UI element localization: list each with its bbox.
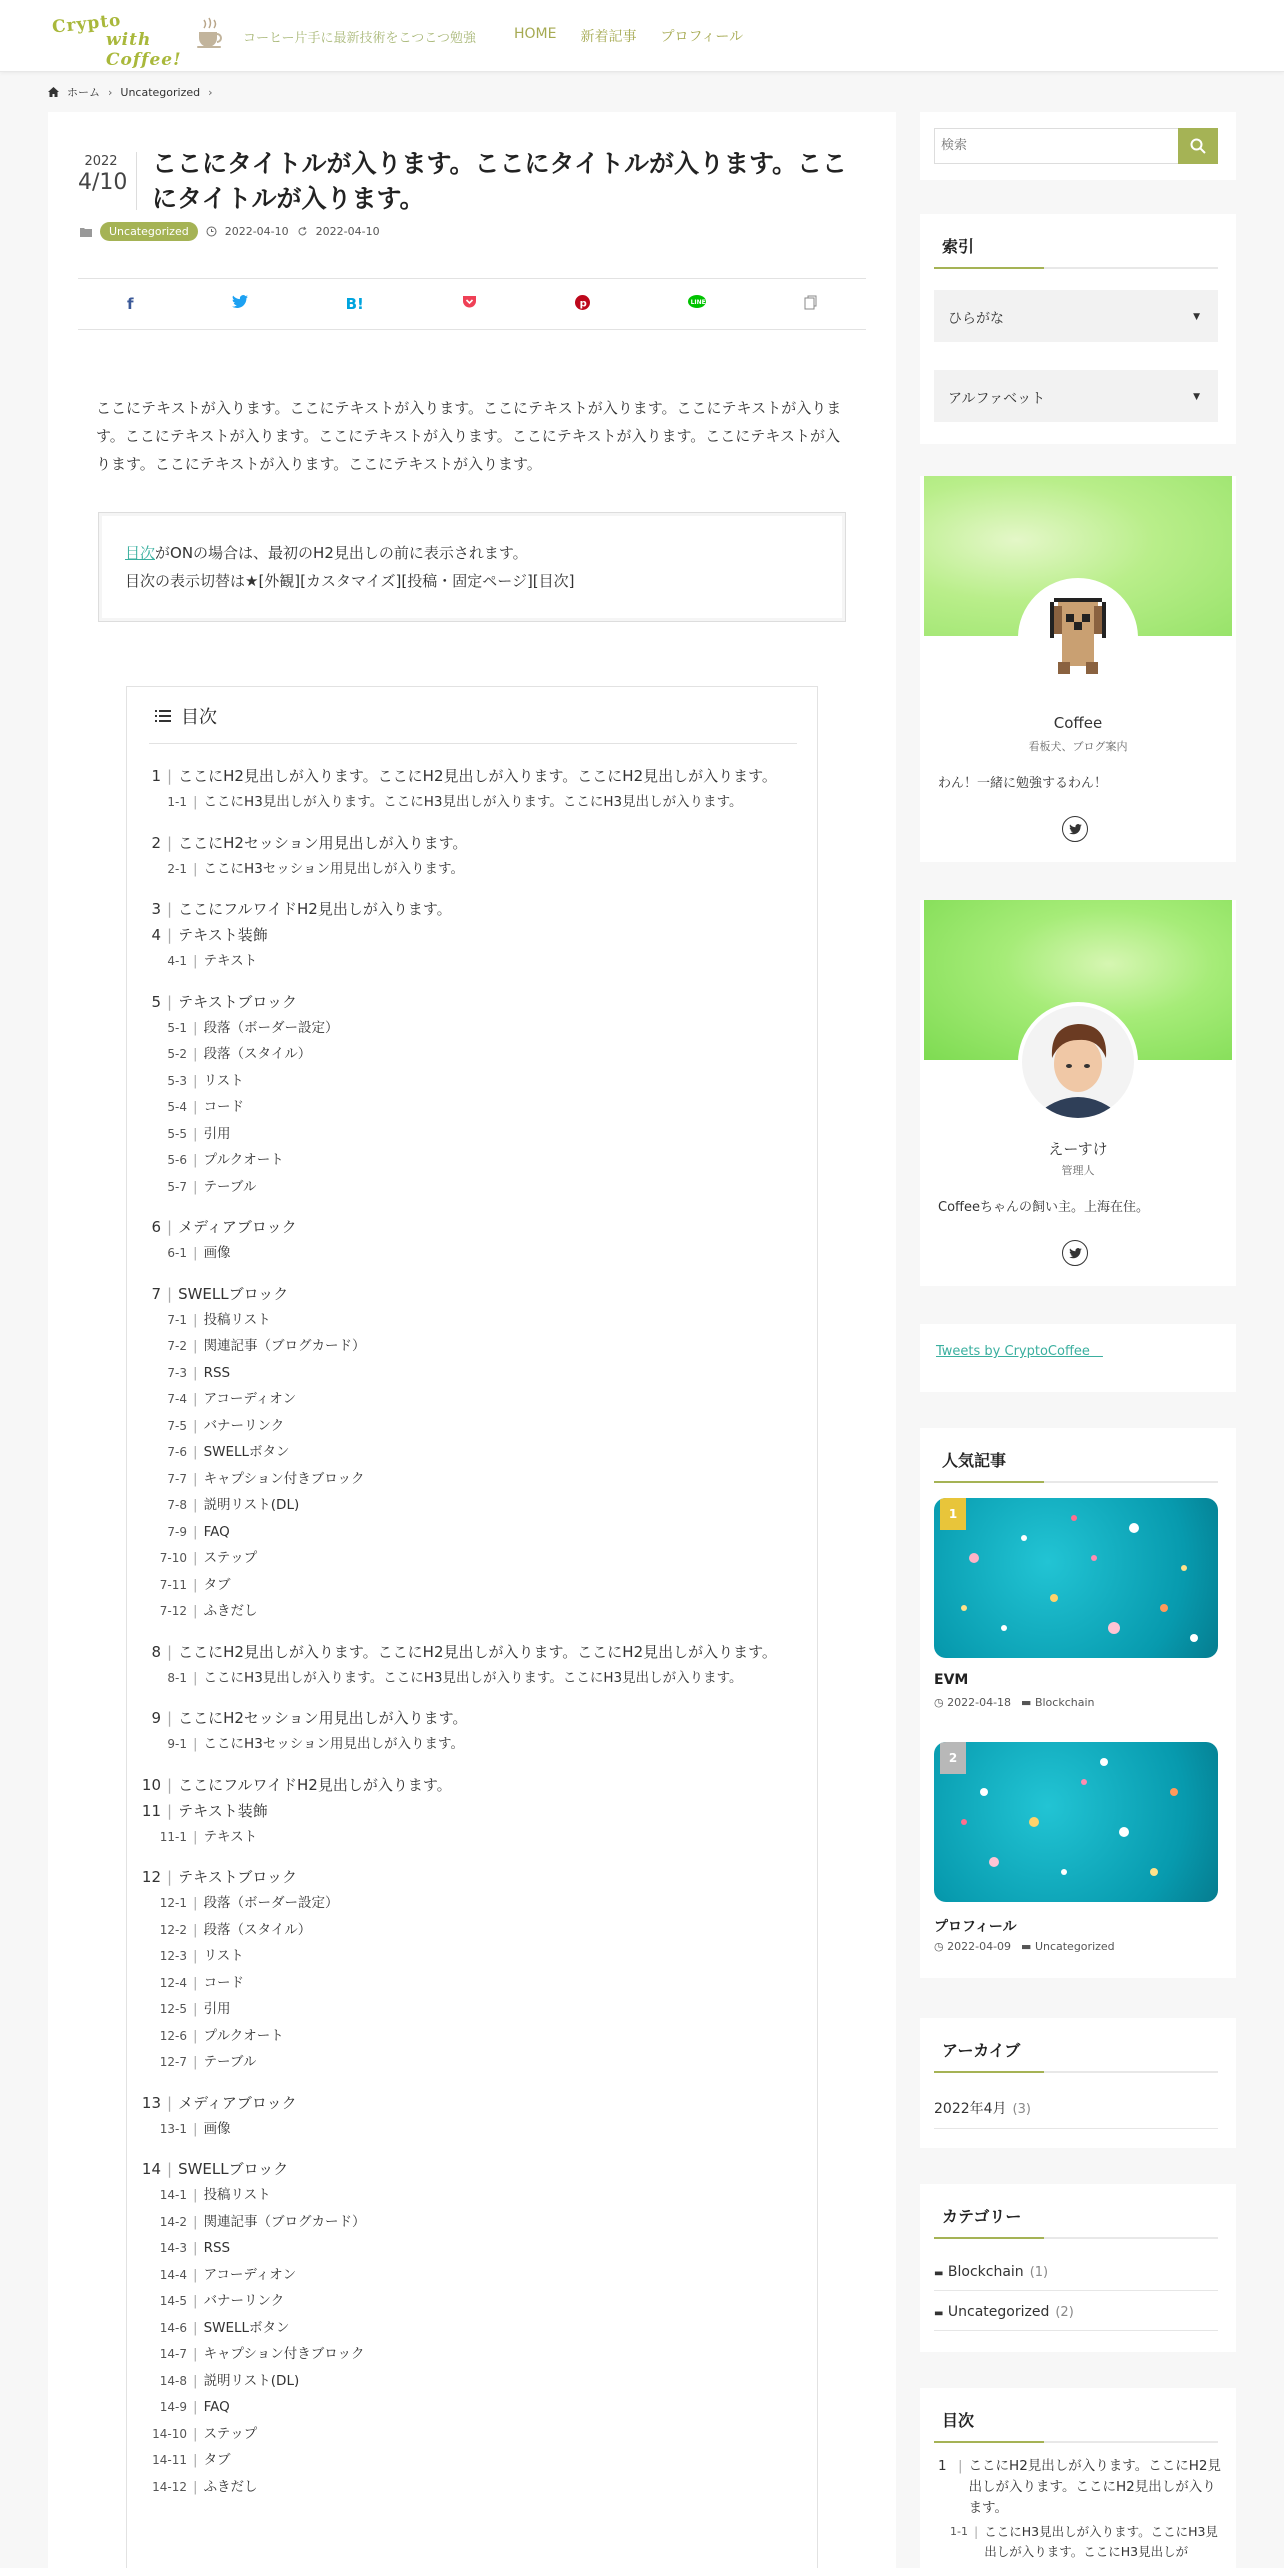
popular-widget-title: 人気記事 xyxy=(934,1448,1218,1483)
search-widget xyxy=(920,112,1236,180)
caret-down-icon: ▼ xyxy=(1193,312,1200,322)
post-date-box xyxy=(78,154,128,195)
search-button[interactable] xyxy=(1178,128,1218,164)
toc-subitem[interactable]: 12-4 | コード xyxy=(159,1974,245,1991)
pinterest-icon[interactable] xyxy=(575,295,590,314)
toc-list xyxy=(141,763,791,2500)
toc-item[interactable]: 12 | テキストブロック xyxy=(141,1868,298,1886)
toc-widget-title: 目次 xyxy=(934,2408,1218,2443)
category-widget xyxy=(920,2184,1236,2352)
home-icon xyxy=(48,87,59,97)
published-date: 2022-04-10 xyxy=(224,225,289,238)
breadcrumb-category[interactable]: Uncategorized xyxy=(120,85,201,99)
profile-description: Coffeeちゃんの飼い主。上海在住。 xyxy=(938,1200,1149,1215)
search-input[interactable] xyxy=(941,137,1141,152)
alphabet-dropdown[interactable] xyxy=(934,370,1218,422)
toc-subitem[interactable]: 5-4 | コード xyxy=(167,1099,245,1115)
post-thumbnail[interactable] xyxy=(934,1498,1218,1658)
popular-post-title[interactable]: プロフィール xyxy=(934,1919,1017,1935)
clock-icon xyxy=(206,226,217,237)
title-divider xyxy=(136,152,137,210)
tweets-link[interactable]: Tweets by CryptoCoffee＿ xyxy=(936,1344,1103,1359)
confetti-image xyxy=(934,1742,1218,1902)
toc-subitem[interactable]: 9-1 | ここにH3セッション用見出しが入ります。 xyxy=(167,1736,464,1752)
hiragana-label: ひらがな xyxy=(948,311,1004,327)
toc-subitem[interactable]: 5-2 | 段落（スタイル） xyxy=(167,1046,312,1062)
toc-subitem[interactable]: 12-5 | 引用 xyxy=(159,2001,231,2017)
toc-subitem[interactable]: 7-9 | FAQ xyxy=(167,1523,230,1540)
toc-subitem[interactable]: 14-2 | 関連記事（ブログカード） xyxy=(159,2213,366,2230)
site-header xyxy=(0,0,1284,72)
toc-subitem[interactable]: 1-1 | ここにH3見出しが入ります。ここにH3見出しが入ります。ここにH3見出しが入ります。 xyxy=(167,794,743,810)
toc-subitem[interactable]: 7-10 | ステップ xyxy=(159,1550,258,1566)
svg-text:p: p xyxy=(579,298,587,309)
toc-subitem[interactable]: 8-1 | ここにH3見出しが入ります。ここにH3見出しが入ります。ここにH3見出しが入ります。 xyxy=(167,1669,743,1686)
site-tagline: コーヒー片手に最新技術をこつこつ勉強 xyxy=(243,31,476,46)
page-title: ここにタイトルが入ります。ここにタイトルが入ります。ここにタイトルが入ります。 xyxy=(152,149,848,213)
toc-item[interactable]: 14 | SWELLブロック xyxy=(141,2160,289,2178)
svg-text:LINE: LINE xyxy=(690,299,706,306)
toc-subitem[interactable]: 4-1 | テキスト xyxy=(167,953,258,969)
toc-subitem[interactable]: 13-1 | 画像 xyxy=(159,2120,231,2137)
toc-title: 目次 xyxy=(181,707,217,728)
toc-subitem[interactable]: 14-11 | タブ xyxy=(152,2452,231,2468)
list-icon xyxy=(155,709,171,723)
avatar xyxy=(1018,578,1138,698)
post-date: ◷ 2022-04-09 xyxy=(934,1940,1012,1953)
global-nav xyxy=(514,26,743,46)
twitter-icon xyxy=(1069,824,1082,835)
popular-post-meta xyxy=(934,1696,1094,1709)
toc-item[interactable]: 4 | テキスト装飾 xyxy=(151,926,268,944)
toc-divider xyxy=(149,743,797,744)
toc-subitem[interactable]: 12-7 | テーブル xyxy=(159,2054,257,2070)
caret-down-icon: ▼ xyxy=(1193,392,1200,402)
toc-widget-subitem[interactable]: 1-1 | ここにH3見出しが入ります。ここにH3見出しが入ります。ここにH3見出しが xyxy=(950,2524,1218,2559)
folder-icon: ▬ xyxy=(934,2268,944,2279)
post-category: ▬ Blockchain xyxy=(1021,1696,1095,1709)
profile-description: わん！一緒に勉強するわん！ xyxy=(938,776,1108,791)
toc-subitem[interactable]: 14-10 | ステップ xyxy=(152,2425,258,2442)
intro-paragraph: ここにテキストが入ります。ここにテキストが入ります。ここにテキストが入ります。ここにテキストが入ります。ここにテキストが入ります。ここにテキストが入ります。ここにテキストが入ります。ここにテキストが入ります。ここにテキストが入ります。ここにテキストが入ります。 xyxy=(96,399,842,473)
post-category: ▬ Uncategorized xyxy=(1021,1940,1115,1953)
chevron-right-icon: › xyxy=(108,85,113,99)
rank-badge: 2 xyxy=(940,1742,966,1774)
folder-icon: ▬ xyxy=(934,2308,944,2319)
toc-item[interactable]: 7 | SWELLブロック xyxy=(151,1284,289,1303)
toc-item[interactable]: 8 | ここにH2見出しが入ります。ここにH2見出しが入ります。ここにH2見出しが入ります。 xyxy=(151,1642,777,1661)
toc-notice-box xyxy=(98,512,846,622)
profile-name: Coffee xyxy=(1053,714,1103,732)
logo-text-bottom: with Coffee! xyxy=(106,30,182,70)
toc-subitem[interactable]: 14-1 | 投稿リスト xyxy=(159,2187,271,2203)
post-thumbnail[interactable] xyxy=(934,1742,1218,1902)
folder-icon xyxy=(80,227,92,237)
notice-line-1 xyxy=(125,539,819,567)
table-of-contents xyxy=(126,686,818,2568)
toc-subitem[interactable]: 14-3 | RSS xyxy=(159,2240,231,2256)
toc-subitem[interactable]: 7-3 | RSS xyxy=(167,1364,231,1381)
toc-item[interactable]: 13 | メディアブロック xyxy=(141,2093,297,2112)
category-item[interactable]: ▬ Blockchain (1) xyxy=(934,2264,1218,2291)
hatena-bookmark-icon[interactable]: B! xyxy=(345,295,364,313)
breadcrumb xyxy=(48,84,213,100)
toc-item[interactable]: 5 | テキストブロック xyxy=(151,992,298,1011)
post-month-day: 4/10 xyxy=(78,170,128,195)
popular-posts-widget xyxy=(920,1428,1236,1978)
toc-subitem[interactable]: 7-11 | タブ xyxy=(159,1576,231,1593)
toc-subitem[interactable]: 7-8 | 説明リスト(DL) xyxy=(167,1497,300,1513)
refresh-icon xyxy=(297,226,308,237)
avatar xyxy=(1018,1002,1138,1122)
toc-widget xyxy=(920,2388,1236,2568)
confetti-image xyxy=(934,1498,1218,1658)
twitter-link[interactable] xyxy=(1062,816,1088,842)
archive-item[interactable]: 2022年4月 (3) xyxy=(934,2098,1218,2129)
twitter-link[interactable] xyxy=(1062,1240,1088,1266)
pixel-dog-icon xyxy=(1022,582,1134,694)
toc-item[interactable]: 10 | ここにフルワイドH2見出しが入ります。 xyxy=(141,1775,452,1794)
toc-link[interactable]: 目次 xyxy=(125,544,156,562)
profile-widget-coffee xyxy=(920,476,1236,862)
category-badge[interactable]: Uncategorized xyxy=(100,222,198,241)
toc-subitem[interactable]: 7-6 | SWELLボタン xyxy=(167,1444,290,1460)
toc-item[interactable]: 3 | ここにフルワイドH2見出しが入ります。 xyxy=(151,900,452,918)
category-item[interactable]: ▬ Uncategorized (2) xyxy=(934,2304,1218,2331)
chevron-right-icon: › xyxy=(208,85,213,99)
logo-text-top: Crypto xyxy=(51,10,123,38)
category-widget-title: カテゴリー xyxy=(934,2204,1218,2239)
profile-name: えーすけ xyxy=(1048,1140,1108,1158)
nav-home[interactable]: HOME xyxy=(514,26,557,42)
user-avatar-icon xyxy=(1022,1006,1134,1118)
toc-subitem[interactable]: 7-2 | 関連記事（ブログカード） xyxy=(167,1338,366,1354)
share-buttons xyxy=(78,278,866,330)
popular-post-title[interactable]: EVM xyxy=(934,1672,969,1688)
line-icon[interactable] xyxy=(688,295,706,313)
copy-link-icon[interactable] xyxy=(804,295,817,314)
modified-date: 2022-04-10 xyxy=(315,225,380,238)
article-main xyxy=(48,112,896,2568)
site-logo[interactable] xyxy=(50,10,225,70)
popular-post-meta xyxy=(934,1940,1115,1953)
twitter-icon xyxy=(1069,1248,1082,1259)
tweets-widget xyxy=(920,1324,1236,1392)
notice-line-2: 目次の表示切替は★[外観][カスタマイズ][投稿・固定ページ][目次] xyxy=(125,572,575,590)
toc-subitem[interactable]: 14-4 | アコーディオン xyxy=(159,2266,297,2283)
profile-role: 管理人 xyxy=(1061,1164,1095,1177)
toc-subitem[interactable]: 14-12 | ふきだし xyxy=(152,2478,258,2495)
twitter-icon[interactable] xyxy=(232,295,248,313)
index-widget xyxy=(920,214,1236,444)
toc-subitem[interactable]: 5-1 | 段落（ボーダー設定） xyxy=(167,1019,339,1036)
toc-subitem[interactable]: 6-1 | 画像 xyxy=(167,1245,231,1261)
post-date: ◷ 2022-04-18 xyxy=(934,1696,1012,1709)
toc-item[interactable]: 2 | ここにH2セッション用見出しが入ります。 xyxy=(151,833,468,852)
toc-subitem[interactable]: 11-1 | テキスト xyxy=(159,1828,258,1845)
alphabet-label: アルファベット xyxy=(948,391,1046,407)
post-year: 2022 xyxy=(84,154,118,169)
pocket-icon[interactable] xyxy=(462,295,477,313)
notice-text: がONの場合は、最初のH2見出しの前に表示されます。 xyxy=(155,544,528,562)
hiragana-dropdown[interactable] xyxy=(934,290,1218,342)
toc-subitem[interactable]: 7-7 | キャプション付きブロック xyxy=(167,1470,365,1487)
toc-subitem[interactable]: 12-2 | 段落（スタイル） xyxy=(159,1921,312,1938)
toc-item[interactable]: 6 | メディアブロック xyxy=(151,1218,297,1236)
toc-widget-item[interactable]: 1 | ここにH2見出しが入ります。ここにH2見出しが入ります。ここにH2見出しが入ります。 xyxy=(938,2458,1221,2516)
index-widget-title: 索引 xyxy=(934,234,1218,269)
archive-widget xyxy=(920,2018,1236,2148)
toc-subitem[interactable]: 7-5 | バナーリンク xyxy=(167,1417,285,1434)
post-meta xyxy=(80,222,380,241)
toc-item[interactable]: 11 | テキスト装飾 xyxy=(141,1801,268,1820)
facebook-icon[interactable]: f xyxy=(127,295,134,313)
toc-item[interactable]: 9 | ここにH2セッション用見出しが入ります。 xyxy=(151,1709,468,1727)
rank-badge: 1 xyxy=(940,1498,966,1530)
toc-item[interactable]: 1 | ここにH2見出しが入ります。ここにH2見出しが入ります。ここにH2見出しが入ります。 xyxy=(151,767,777,785)
breadcrumb-home[interactable]: ホーム xyxy=(67,86,100,99)
toc-subitem[interactable]: 12-1 | 段落（ボーダー設定） xyxy=(159,1895,339,1911)
toc-subitem[interactable]: 14-5 | バナーリンク xyxy=(159,2293,285,2309)
toc-subitem[interactable]: 5-5 | 引用 xyxy=(167,1125,231,1142)
toc-subitem[interactable]: 14-9 | FAQ xyxy=(159,2399,230,2415)
search-box xyxy=(934,128,1218,164)
toc-subitem[interactable]: 5-3 | リスト xyxy=(167,1072,244,1089)
toc-subitem[interactable]: 2-1 | ここにH3セッション用見出しが入ります。 xyxy=(167,860,464,877)
toc-subitem[interactable]: 14-6 | SWELLボタン xyxy=(159,2319,290,2336)
toc-subitem[interactable]: 5-7 | テーブル xyxy=(167,1178,257,1195)
toc-subitem[interactable]: 12-6 | プルクオート xyxy=(159,2027,284,2044)
toc-subitem[interactable]: 7-12 | ふきだし xyxy=(159,1603,258,1619)
nav-profile[interactable]: プロフィール xyxy=(660,29,744,45)
toc-subitem[interactable]: 7-1 | 投稿リスト xyxy=(167,1311,271,1328)
nav-new-posts[interactable]: 新着記事 xyxy=(580,29,637,45)
toc-subitem[interactable]: 14-7 | キャプション付きブロック xyxy=(159,2346,365,2362)
toc-header xyxy=(155,703,217,729)
toc-subitem[interactable]: 14-8 | 説明リスト(DL) xyxy=(159,2372,300,2389)
search-icon xyxy=(1190,138,1206,154)
archive-widget-title: アーカイブ xyxy=(934,2038,1218,2073)
toc-subitem[interactable]: 5-6 | プルクオート xyxy=(167,1152,284,1168)
toc-subitem[interactable]: 7-4 | アコーディオン xyxy=(167,1391,297,1407)
profile-role: 看板犬、ブログ案内 xyxy=(1028,740,1128,753)
toc-subitem[interactable]: 12-3 | リスト xyxy=(159,1948,244,1964)
profile-widget-owner xyxy=(920,900,1236,1286)
coffee-cup-icon xyxy=(196,16,222,50)
